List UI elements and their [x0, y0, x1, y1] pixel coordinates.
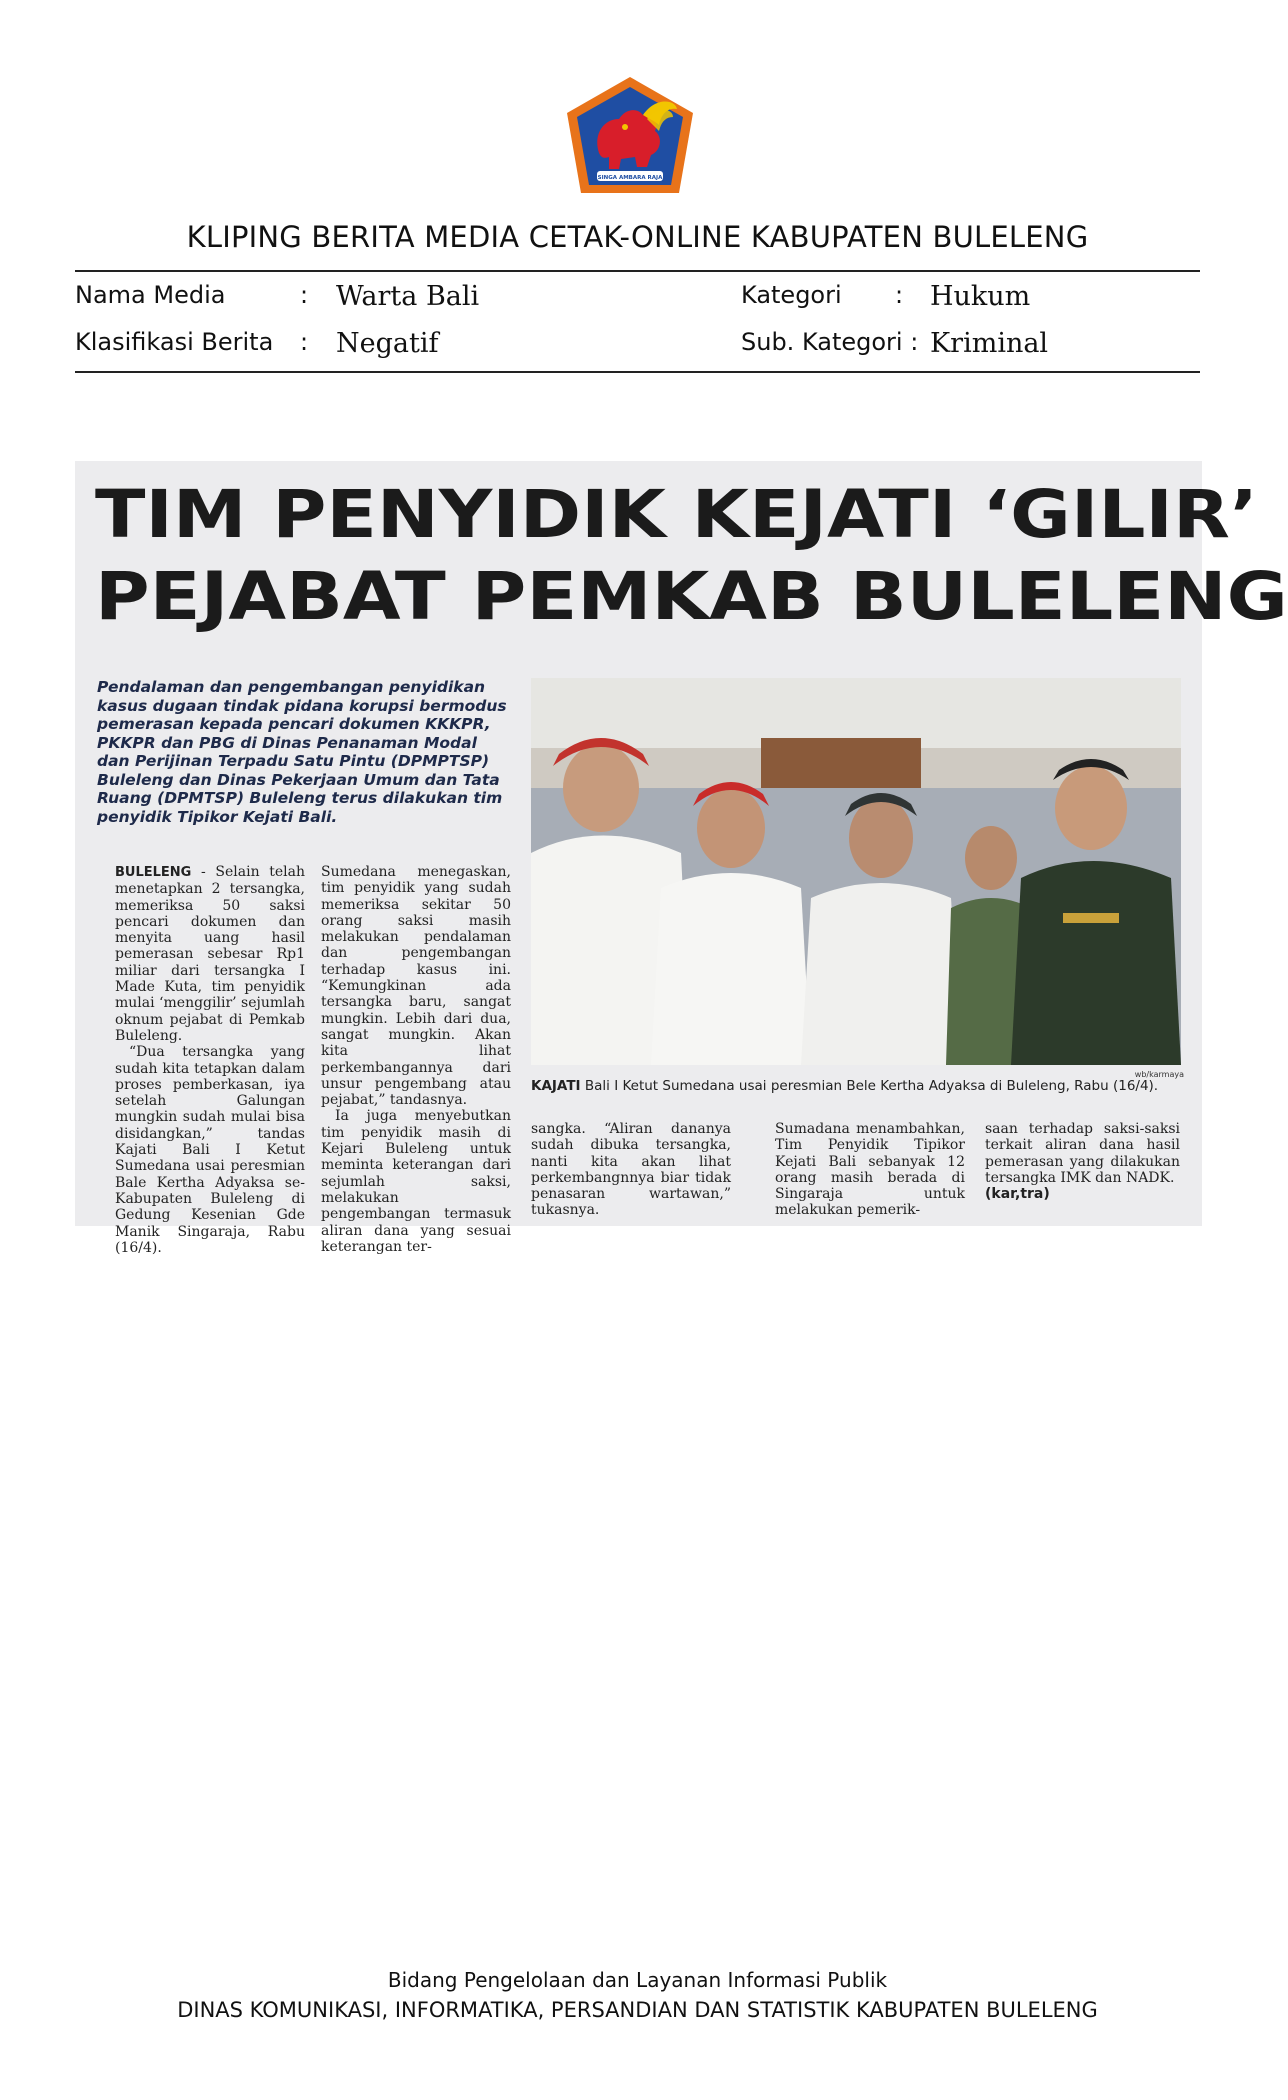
footer-agency: DINAS KOMUNIKASI, INFORMATIKA, PERSANDIAN DAN STATISTIK KABUPATEN BULELENG [177, 1998, 1098, 2022]
news-photo [531, 678, 1181, 1065]
column-1-text: - Selain telah menetapkan 2 tersangka, memeriksa 50 saksi pencari dokumen dan menyita uang hasil pemerasan sebesar Rp1 miliar dari tersangka I Made Kuta, tim penyidik mulai ‘menggilir’ sejumlah oknum pejabat di Pemkab Buleleng. [115, 864, 305, 1044]
subkategori-value: Kriminal [930, 328, 1049, 359]
newspaper-clipping [75, 461, 1288, 1256]
klasifikasi-value: Negatif [336, 328, 439, 359]
kategori-value: Hukum [930, 281, 1031, 312]
photo-credit: wb/karmaya [1134, 1070, 1184, 1079]
header-bottom-rule [75, 371, 1200, 373]
article-column-4 [775, 1121, 965, 1219]
photo-caption [531, 1078, 1181, 1094]
article-column-5 [985, 1121, 1180, 1202]
author-signature: (kar,tra) [985, 1186, 1050, 1203]
article-column-1 [115, 864, 305, 1256]
column-5-paragraph-1: saan terhadap saksi-saksi terkait aliran dana hasil pemerasan yang dilakukan tersangka IMK dan NADK. [985, 1121, 1180, 1186]
headline-line-1: TIM PENYIDIK KEJATI ‘GILIR’ [95, 476, 1258, 553]
svg-text:SINGA AMBARA RAJA: SINGA AMBARA RAJA [597, 175, 663, 181]
column-2-paragraph-1: Sumedana menegaskan, tim penyidik yang sudah memeriksa sekitar 50 orang saksi masih melakukan pendalaman dan pengembangan terhadap kasus ini. “Kemungkinan ada tersangka baru, sangat mungkin. Lebih dari dua, sangat mungkin. Akan kita lihat perkembangannya dari unsur pengembang atau pejabat,” tandasnya. [321, 864, 511, 1109]
article-lead: Pendalaman dan pengembangan penyidikan kasus dugaan tindak pidana korupsi bermodus pemerasan kepada pencari dokumen KKKPR, PKKPR dan PBG di Dinas Penanaman Modal dan Perijinan Terpadu Satu Pintu (DPMPTSP) Buleleng dan Dinas Pekerjaan Umum dan Tata Ruang (DPMTSP) Buleleng terus dilakukan tim penyidik Tipikor Kejati Bali. [97, 678, 507, 826]
media-label: Nama Media [75, 281, 226, 309]
dateline: BULELENG [115, 865, 192, 880]
column-3-paragraph-1: sangka. “Aliran dananya sudah dibuka tersangka, nanti kita akan lihat perkembangnnya biar tidak penasaran wartawan,” tukasnya. [531, 1121, 731, 1219]
column-5-signature [985, 1186, 1180, 1202]
kabupaten-buleleng-logo [563, 75, 697, 199]
subkategori-label: Sub. Kategori : [741, 328, 919, 356]
caption-lead: KAJATI [531, 1078, 581, 1094]
headline-line-2: PEJABAT PEMKAB BULELENG [95, 558, 1288, 635]
page-title: KLIPING BERITA MEDIA CETAK-ONLINE KABUPATEN BULELENG [186, 220, 1089, 254]
klasifikasi-label: Klasifikasi Berita [75, 328, 274, 356]
header-top-rule [75, 270, 1200, 272]
media-value: Warta Bali [336, 281, 480, 312]
article-column-2 [321, 864, 511, 1255]
kategori-colon: : [895, 281, 904, 309]
column-1-paragraph-1 [115, 864, 305, 1044]
footer-department: Bidang Pengelolaan dan Layanan Informasi Publik [387, 1968, 888, 1992]
kategori-label: Kategori [741, 281, 842, 309]
klasifikasi-colon: : [300, 328, 309, 356]
column-1-paragraph-2: “Dua tersangka yang sudah kita tetapkan dalam proses pemberkasan, iya setelah Galungan mungkin sudah mulai bisa disidangkan,” tandas Kajati Bali I Ketut Sumedana usai peresmian Bale Kertha Adyaksa se-Kabupaten Buleleng di Gedung Kesenian Gde Manik Singaraja, Rabu (16/4). [115, 1044, 305, 1256]
caption-text: Bali I Ketut Sumedana usai peresmian Bele Kertha Adyaksa di Buleleng, Rabu (16/4). [580, 1078, 1159, 1094]
column-4-paragraph-1: Sumadana menambahkan, Tim Penyidik Tipikor Kejati Bali sebanyak 12 orang masih berada di Singaraja untuk melakukan pemerik- [775, 1121, 965, 1219]
singa-ambara-raja-emblem [563, 75, 697, 199]
column-2-paragraph-2: Ia juga menyebutkan tim penyidik masih di Kejari Buleleng untuk meminta keterangan dari sejumlah saksi, melakukan pengembangan termasuk aliran dana yang sesuai keterangan ter- [321, 1108, 511, 1255]
media-colon: : [300, 281, 309, 309]
article-column-3 [531, 1121, 731, 1219]
